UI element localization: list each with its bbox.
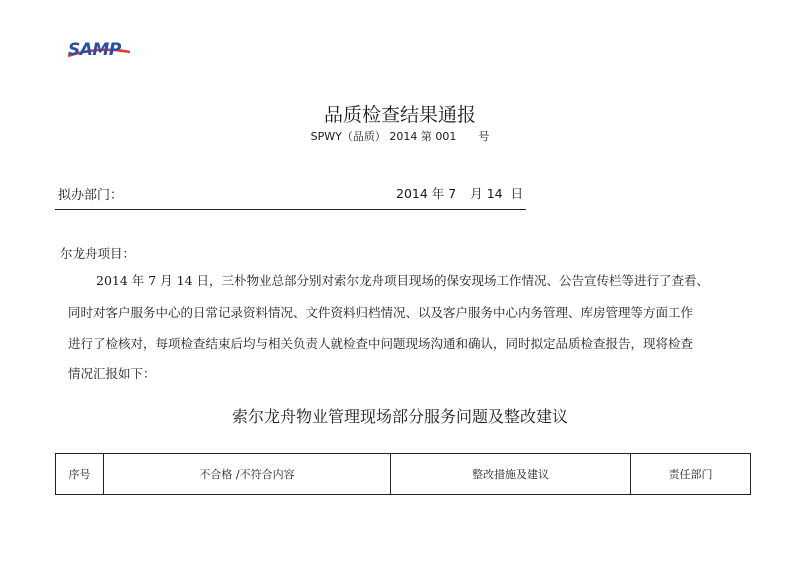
document-number-suffix: 号 xyxy=(478,130,490,143)
date-day: 日 xyxy=(510,186,524,201)
table-header-row xyxy=(56,454,751,495)
samp-logo xyxy=(68,40,130,62)
paragraph-line-4: 情况汇报如下： xyxy=(68,366,156,381)
logo-text: SAMP xyxy=(68,40,121,60)
issue-date xyxy=(396,184,523,202)
header-serial-number: 序号 xyxy=(56,454,104,495)
header-nonconformity: 不合格 /不符合内容 xyxy=(104,454,391,495)
paragraph-line-3: 进行了检核对，每项检查结束后均与相关负责人就检查中问题现场沟通和确认，同时拟定品质检查报告，现将检查 xyxy=(68,336,694,351)
header-divider xyxy=(55,209,526,210)
document-number-prefix: SPWY（品质） 2014 第 001 xyxy=(310,130,457,143)
salutation: 尔龙舟项目： xyxy=(60,246,136,261)
header-responsible-dept: 责任部门 xyxy=(631,454,751,495)
department-label: 拟办部门： xyxy=(58,188,124,203)
document-number xyxy=(0,128,800,144)
date-month: 月 14 xyxy=(470,186,503,201)
date-year: 2014 年 7 xyxy=(396,186,457,201)
page-title: 品质检查结果通报 xyxy=(323,104,476,126)
paragraph-line-1: 2014 年 7 月 14 日，三朴物业总部分别对索尔龙舟项目现场的保安现场工作情况、公告宣传栏等进行了查看、 xyxy=(96,273,710,288)
section-subtitle: 索尔龙舟物业管理现场部分服务问题及整改建议 xyxy=(231,407,568,426)
issues-table xyxy=(55,453,751,495)
paragraph-line-2: 同时对客户服务中心的日常记录资料情况、文件资料归档情况、以及客户服务中心内务管理、库房管理等方面工作 xyxy=(68,305,694,320)
header-corrective-action: 整改措施及建议 xyxy=(391,454,631,495)
